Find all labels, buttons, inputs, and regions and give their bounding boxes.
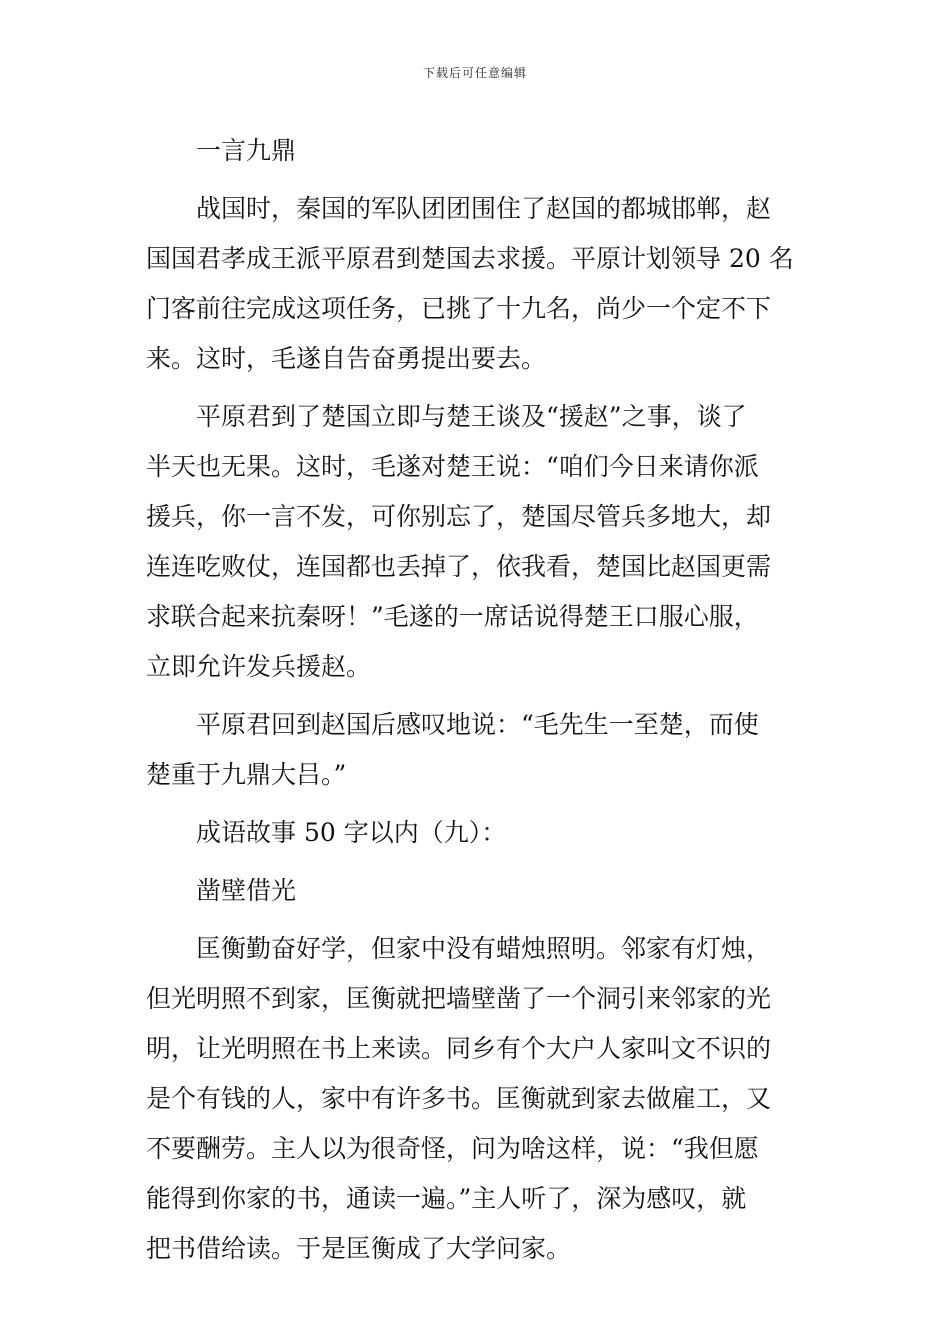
story-title: 凿壁借光: [196, 876, 297, 905]
text-line: 来。这时，毛遂自告奋勇提出要去。: [146, 344, 547, 373]
text-line: 立即允许发兵援赵。: [146, 652, 372, 681]
story-title: 一言九鼎: [196, 136, 297, 165]
text-line: 半天也无果。这时，毛遂对楚王说：“咱们今日来请你派: [146, 452, 759, 481]
paragraph-3: [146, 700, 808, 800]
spacer: [146, 176, 808, 184]
spacer: [146, 800, 808, 808]
page-header: 下载后可任意编辑: [422, 66, 527, 80]
paragraph-1: [146, 184, 808, 384]
document-body: [146, 126, 808, 1274]
paragraph-4: [146, 924, 808, 1274]
spacer: [146, 384, 808, 392]
text-line: 能得到你家的书，通读一遍。”主人听了，深为感叹，就: [146, 1184, 747, 1213]
text-line: 平原君到了楚国立即与楚王谈及“援赵”之事，谈了: [196, 402, 747, 431]
text-line: 不要酬劳。主人以为很奇怪，问为啥这样，说：“我但愿: [146, 1134, 759, 1163]
text-line: 楚重于九鼎大吕。”: [146, 760, 347, 789]
text-line: 门客前往完成这项任务，已挑了十九名，尚少一个定不下: [146, 294, 772, 323]
spacer: [146, 858, 808, 866]
text-line: 是个有钱的人，家中有许多书。匡衡就到家去做雇工，又: [146, 1084, 772, 1113]
text-line: 国国君孝成王派平原君到楚国去求援。平原计划领导 20 名: [146, 244, 794, 273]
text-line: 把书借给读。于是匡衡成了大学问家。: [146, 1234, 572, 1263]
text-line: 匡衡勤奋好学，但家中没有蜡烛照明。邻家有灯烛，: [196, 934, 772, 963]
section-subtitle: 成语故事 50 字以内（九）：: [196, 818, 507, 847]
text-line: 平原君回到赵国后感叹地说：“毛先生一至楚，而使: [196, 710, 759, 739]
text-line: 求联合起来抗秦呀！”毛遂的一席话说得楚王口服心服，: [146, 602, 759, 631]
text-line: 明，让光明照在书上来读。同乡有个大户人家叫文不识的: [146, 1034, 772, 1063]
spacer: [146, 692, 808, 700]
text-line: 连连吃败仗，连国都也丢掉了，依我看，楚国比赵国更需: [146, 552, 772, 581]
paragraph-2: [146, 392, 808, 692]
text-line: 援兵，你一言不发，可你别忘了，楚国尽管兵多地大，却: [146, 502, 772, 531]
text-line: 战国时，秦国的军队团团围住了赵国的都城邯郸，赵: [196, 194, 772, 223]
spacer: [146, 916, 808, 924]
text-line: 但光明照不到家，匡衡就把墙壁凿了一个洞引来邻家的光: [146, 984, 772, 1013]
